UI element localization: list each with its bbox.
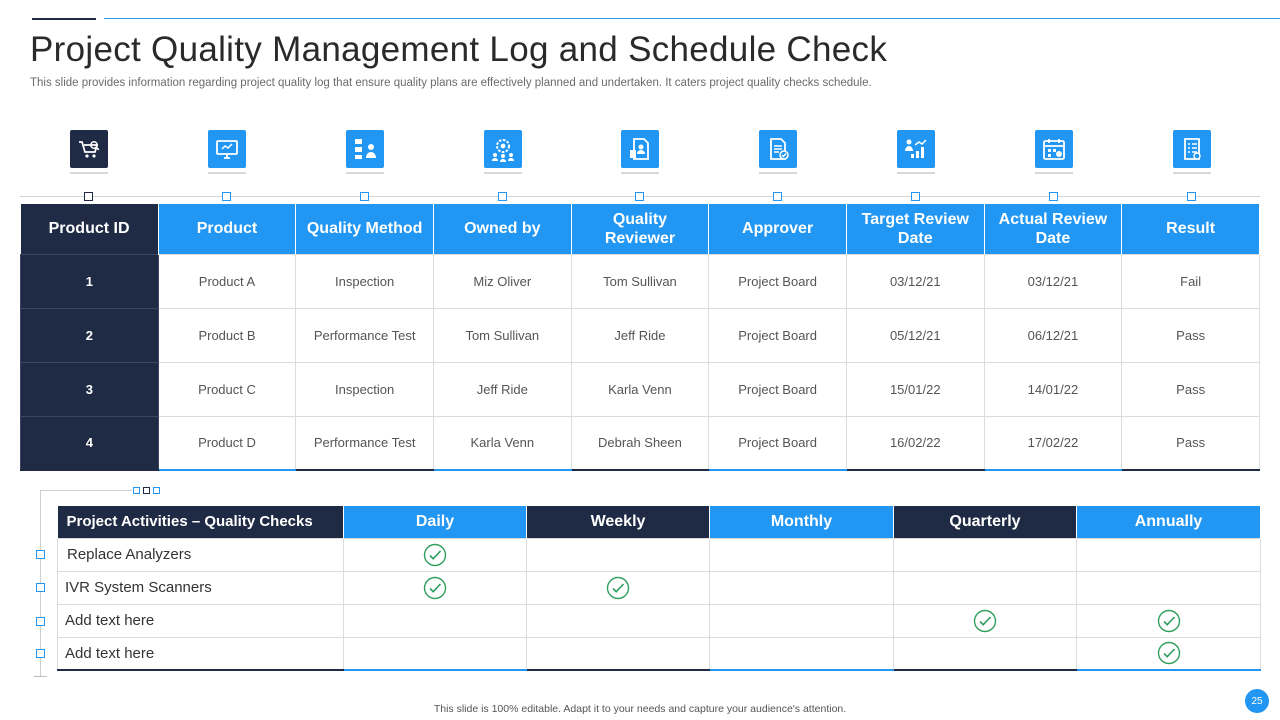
header-product: Product [158, 204, 296, 254]
connector-dot [360, 192, 369, 201]
icon-stem [208, 172, 246, 174]
header-weekly: Weekly [527, 506, 710, 538]
table-row [21, 416, 1260, 470]
cell-owned-by: Miz Oliver [433, 254, 571, 308]
cell-weekly [527, 637, 710, 670]
activity-label: Replace Analyzers [58, 538, 344, 571]
team-gear-icon [484, 130, 522, 168]
cell-weekly [527, 538, 710, 571]
cell-quality-method: Performance Test [296, 308, 434, 362]
cell-target-review-date: 05/12/21 [846, 308, 984, 362]
check-icon [423, 543, 447, 567]
cell-quality-reviewer: Karla Venn [571, 362, 709, 416]
cell-product: Product D [158, 416, 296, 470]
icon-stem [897, 172, 935, 174]
cell-monthly [710, 604, 894, 637]
header-actual-review-date: Actual Review Date [984, 204, 1122, 254]
quality-checks-schedule-table [57, 506, 1261, 671]
cell-approver: Project Board [709, 362, 847, 416]
connector-square [153, 487, 160, 494]
cell-product: Product C [158, 362, 296, 416]
connector-dot [635, 192, 644, 201]
icon-stem [70, 172, 108, 174]
cell-quarterly [894, 637, 1077, 670]
connector-dot [84, 192, 93, 201]
cell-result: Pass [1122, 308, 1260, 362]
header-daily: Daily [344, 506, 527, 538]
cell-quarterly [894, 604, 1077, 637]
connector-dot [1049, 192, 1058, 201]
header-quality-reviewer: Quality Reviewer [571, 204, 709, 254]
cell-daily [344, 538, 527, 571]
cell-product-id: 3 [21, 362, 159, 416]
activity-label: Add text here [58, 637, 344, 670]
cell-product: Product A [158, 254, 296, 308]
schedule-header-row [58, 506, 1261, 538]
cell-approver: Project Board [709, 416, 847, 470]
cell-annually [1077, 604, 1261, 637]
activity-label: IVR System Scanners [58, 571, 344, 604]
cell-actual-review-date: 06/12/21 [984, 308, 1122, 362]
cell-target-review-date: 15/01/22 [846, 362, 984, 416]
header-owned-by: Owned by [433, 204, 571, 254]
header-monthly: Monthly [710, 506, 894, 538]
monitor-icon [208, 130, 246, 168]
table-row [58, 538, 1261, 571]
activity-label: Add text here [58, 604, 344, 637]
cell-annually [1077, 637, 1261, 670]
cell-owned-by: Tom Sullivan [433, 308, 571, 362]
cell-quality-method: Inspection [296, 362, 434, 416]
row-bullet [36, 617, 45, 626]
connector-dot [1187, 192, 1196, 201]
check-icon [1157, 609, 1181, 633]
icon-stem [1035, 172, 1073, 174]
table-row [58, 637, 1261, 670]
header-approver: Approver [709, 204, 847, 254]
table-row [21, 308, 1260, 362]
table-row [58, 571, 1261, 604]
connector-dot [498, 192, 507, 201]
check-icon [606, 576, 630, 600]
cell-daily [344, 571, 527, 604]
check-icon [1157, 641, 1181, 665]
connector-dot [911, 192, 920, 201]
cell-product-id: 4 [21, 416, 159, 470]
row-bullet [36, 583, 45, 592]
header-target-review-date: Target Review Date [846, 204, 984, 254]
presentation-chart-icon [897, 130, 935, 168]
quality-log-table [20, 204, 1260, 471]
cell-target-review-date: 03/12/21 [846, 254, 984, 308]
icon-stem [621, 172, 659, 174]
header-product-id: Product ID [21, 204, 159, 254]
cell-quarterly [894, 571, 1077, 604]
cell-actual-review-date: 14/01/22 [984, 362, 1122, 416]
cell-quarterly [894, 538, 1077, 571]
top-accent-line-blue [104, 18, 1280, 19]
page-number: 25 [1245, 689, 1269, 713]
cell-quality-reviewer: Jeff Ride [571, 308, 709, 362]
flowchart-user-icon [346, 130, 384, 168]
icon-stem [346, 172, 384, 174]
header-project-activities: Project Activities – Quality Checks [58, 506, 344, 538]
cell-daily [344, 604, 527, 637]
table-header-row [21, 204, 1260, 254]
page-subtitle: This slide provides information regarding project quality log that ensure quality plans are effectively planned and undertaken. It caters project quality checks schedule. [30, 77, 872, 89]
header-quality-method: Quality Method [296, 204, 434, 254]
connector-end-tick [34, 676, 47, 677]
header-result: Result [1122, 204, 1260, 254]
cell-actual-review-date: 17/02/22 [984, 416, 1122, 470]
cell-owned-by: Jeff Ride [433, 362, 571, 416]
cell-monthly [710, 637, 894, 670]
check-icon [423, 576, 447, 600]
cell-result: Pass [1122, 362, 1260, 416]
cell-quality-method: Performance Test [296, 416, 434, 470]
checklist-icon [1173, 130, 1211, 168]
connector-square [143, 487, 150, 494]
cell-result: Fail [1122, 254, 1260, 308]
cell-result: Pass [1122, 416, 1260, 470]
icon-stem [759, 172, 797, 174]
cell-quality-reviewer: Debrah Sheen [571, 416, 709, 470]
header-annually: Annually [1077, 506, 1261, 538]
cart-search-icon [70, 130, 108, 168]
icon-stem [1173, 172, 1211, 174]
cell-product-id: 1 [21, 254, 159, 308]
calendar-icon [1035, 130, 1073, 168]
table-row [58, 604, 1261, 637]
cell-quality-reviewer: Tom Sullivan [571, 254, 709, 308]
cell-actual-review-date: 03/12/21 [984, 254, 1122, 308]
cell-approver: Project Board [709, 308, 847, 362]
cell-product-id: 2 [21, 308, 159, 362]
footer-note: This slide is 100% editable. Adapt it to your needs and capture your audience's attention. [433, 703, 847, 715]
icon-stem [484, 172, 522, 174]
document-check-icon [759, 130, 797, 168]
table-row [21, 362, 1260, 416]
cell-product: Product B [158, 308, 296, 362]
table-row [21, 254, 1260, 308]
cell-quality-method: Inspection [296, 254, 434, 308]
cell-monthly [710, 538, 894, 571]
cell-target-review-date: 16/02/22 [846, 416, 984, 470]
cell-owned-by: Karla Venn [433, 416, 571, 470]
row-bullet [36, 550, 45, 559]
check-icon [973, 609, 997, 633]
cell-weekly [527, 604, 710, 637]
document-person-icon [621, 130, 659, 168]
connector-dot [773, 192, 782, 201]
row-bullet [36, 649, 45, 658]
connector-dot [222, 192, 231, 201]
cell-annually [1077, 538, 1261, 571]
schedule-connector-horizontal [40, 490, 132, 491]
header-quarterly: Quarterly [894, 506, 1077, 538]
connector-square [133, 487, 140, 494]
cell-daily [344, 637, 527, 670]
cell-approver: Project Board [709, 254, 847, 308]
top-accent-line-dark [32, 18, 96, 20]
page-title: Project Quality Management Log and Schedule Check [30, 30, 888, 69]
cell-monthly [710, 571, 894, 604]
cell-weekly [527, 571, 710, 604]
cell-annually [1077, 571, 1261, 604]
